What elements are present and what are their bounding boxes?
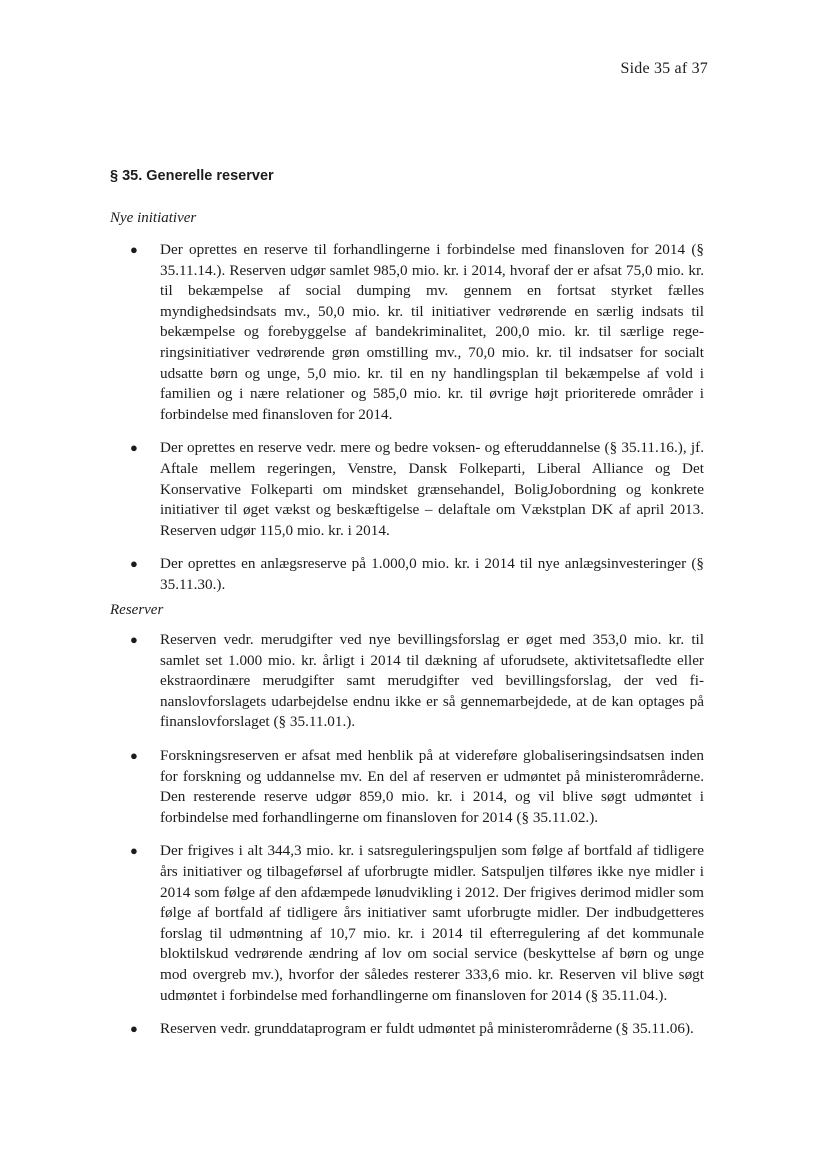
list-item-text: Reserven vedr. grunddataprogram er fuldt udmøntet på ministerområderne (§ 35.11.06).: [160, 1020, 694, 1038]
bullet-icon: ●: [130, 632, 138, 647]
list-item: [110, 1019, 704, 1040]
bullet-icon: ●: [130, 556, 138, 572]
list-item-text: Reserven vedr. merudgifter ved nye bevillingsforslag er øget med 353,0 mio. kr. til samlet set 1.000 mio. kr. årligt i 2014 til dækning af uforudsete, aktivitetsafledte eller ekstraordinære merudgifter samt merudgifter ved bevillingsforslag, der ved finanslovforslagets udarbejdelse endnu ikke er så gennemarbejdede, at de kan optages på finanslovforslaget (§ 35.11.01.).: [160, 631, 704, 731]
list-item-text: Forskningsreserven er afsat med henblik på at videreføre globaliseringsindsatsen inden for forskning og uddannelse mv. En del af reserven er udmøntet på ministerområderne. Den resterende reserve udgør 859,0 mio. kr. i 2014, og vil blive søgt udmøntet i forbindelse med forhandlingerne om finansloven for 2014 (§ 35.11.02.).: [160, 746, 704, 826]
subheading-nye-initiativer: Nye initiativer: [110, 210, 197, 226]
list-item: [110, 554, 704, 595]
nye-initiativer-list: [110, 240, 704, 609]
list-item-text: Der oprettes en reserve vedr. mere og bedre voksen- og efteruddannelse (§ 35.11.16.), jf. Aftale mellem regeringen, Venstre, Dansk Folkeparti, Liberal Alliance og Det Konservative Folkeparti om mindsket grænsehandel, BoligJobordning og konkrete initiativer til øget vækst og beskæftigelse – delaftale om Vækstplan DK af april 2013. Reserven udgør 115,0 mio. kr. i 2014.: [160, 439, 704, 539]
list-item-text: Der oprettes en reserve til forhandlingerne i forbindelse med finansloven for 2014 (§ 35.11.14.). Reserven udgør samlet 985,0 mio. kr. i 2014, hvoraf der er afsat 75,0 mio. kr. til bekæmpelse af social dumping mv. gennem en fortsat styrket fælles myndighedsindsats mv., 50,0 mio. kr. til initiativer vedrørende en særlig indsats til bekæmpelse og forebyggelse af bandekriminalitet, 200,0 mio. kr. til særlige regeringsinitiativer vedrørende grøn omstilling mv., 70,0 mio. kr. til indsatser for socialt udsatte børn og unge, 5,0 mio. kr. til en ny handlingsplan til bekæmpelse af vold i familien og i nære relationer og 585,0 mio. kr. til øvrige højt prioriterede områder i forbindelse med finansloven for 2014.: [160, 241, 704, 423]
bullet-icon: ●: [130, 1021, 138, 1037]
list-item-text: Der frigives i alt 344,3 mio. kr. i satsreguleringspuljen som følge af bortfald af tidligere års initiativer og tilbageførsel af uforbrugte midler. Satspuljen tilføres ikke nye midler i 2014 som følge af den afdæmpede lønudvikling i 2012. Der frigives derimod midler som følge af bortfald af tidligere års initiativer samt uforbrugte midler. Der indbudgetteres forslag til udmøntning af 10,7 mio. kr. i 2014 til efterregulering af det kommunale bloktilskud vedrørende ændring af lov om social service (beskyttelse af børn og unge mod overgreb mv.), hvorfor der således resterer 333,6 mio. kr. Reserven vil blive søgt udmøntet i forbindelse med forhandlingerne om finansloven for 2014 (§ 35.11.04.).: [160, 842, 704, 1004]
list-item-text: Der oprettes en anlægsreserve på 1.000,0 mio. kr. i 2014 til nye anlægsinvesteringer (§ 35.11.30.).: [160, 555, 704, 593]
subheading-reserver: Reserver: [110, 602, 164, 618]
list-item: [110, 240, 704, 425]
list-item: [110, 630, 704, 733]
page-number: Side 35 af 37: [620, 60, 708, 77]
list-item: [110, 841, 704, 1006]
reserver-list: [110, 630, 704, 1053]
bullet-icon: ●: [130, 440, 138, 456]
list-item: [110, 746, 704, 828]
bullet-icon: ●: [130, 242, 138, 257]
bullet-icon: ●: [130, 843, 138, 859]
section-heading: § 35. Generelle reserver: [110, 168, 274, 184]
list-item: [110, 438, 704, 541]
bullet-icon: ●: [130, 747, 138, 763]
